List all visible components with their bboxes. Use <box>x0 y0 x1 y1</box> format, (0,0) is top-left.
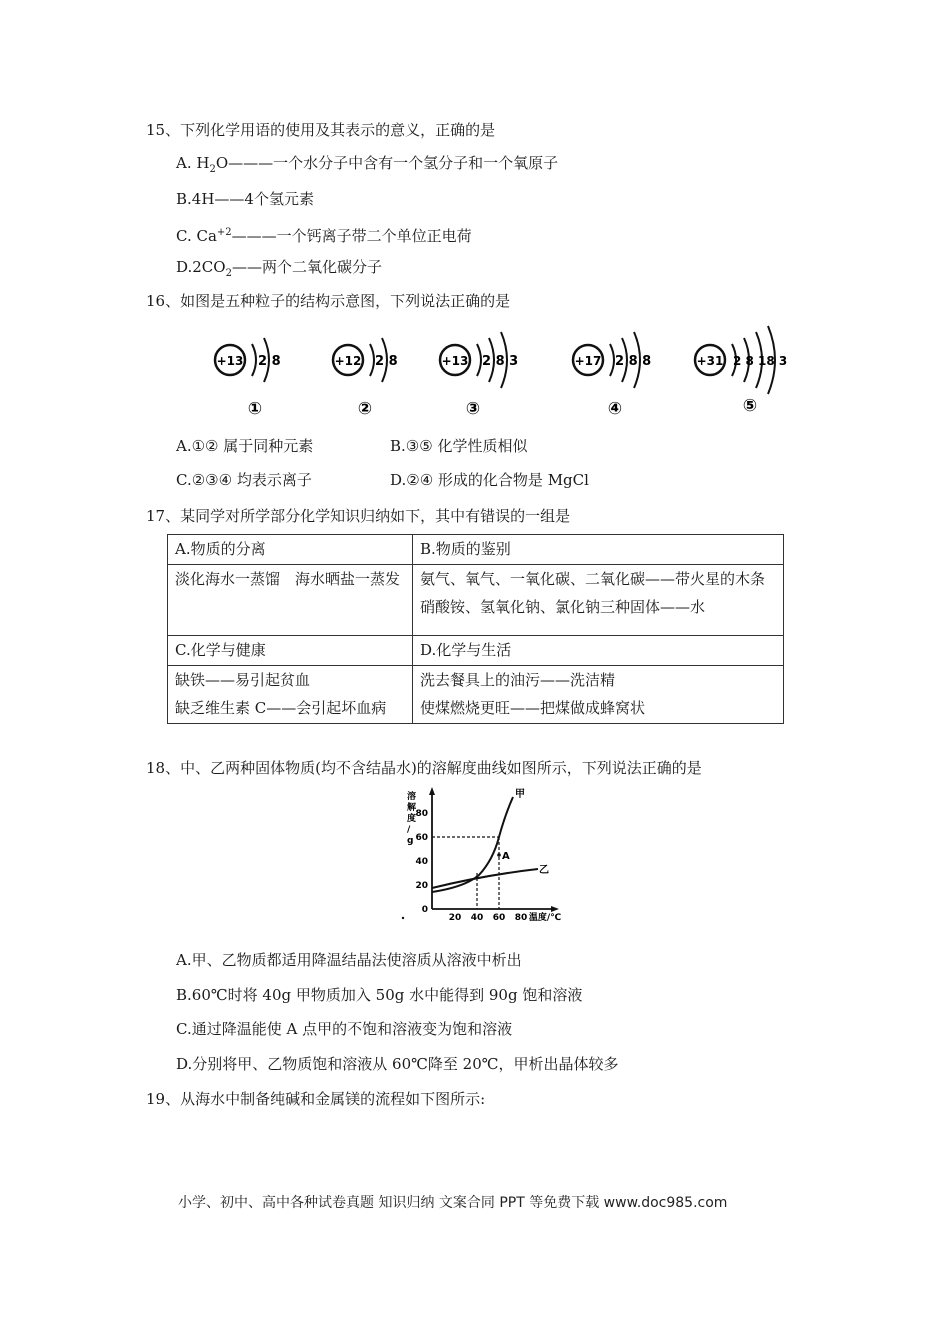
svg-text:①: ① <box>247 399 263 419</box>
q18-option-c: C.通过降温能使 A 点甲的不饱和溶液变为饱和溶液 <box>176 1020 513 1038</box>
svg-text:+12: +12 <box>334 354 362 368</box>
cell-c-header: C.化学与健康 <box>168 636 413 666</box>
q18-option-d: D.分别将甲、乙物质饱和溶液从 60℃降至 20℃，甲析出晶体较多 <box>176 1055 619 1073</box>
x-tick: 40 <box>470 913 484 923</box>
svg-text:2 8: 2 8 <box>258 354 281 369</box>
curve-yi-label: 乙 <box>539 865 549 876</box>
y-tick: 40 <box>415 857 428 867</box>
particle-1 <box>215 338 281 419</box>
y-axis-label: 溶解度/ g <box>407 792 417 846</box>
q18-option-b: B.60℃时将 40g 甲物质加入 50g 水中能得到 90g 饱和溶液 <box>176 986 583 1004</box>
q15-option-d: $D.2CO_2——$两个二氧化碳分子 <box>176 258 382 279</box>
cell-a-header: A.物质的分离 <box>168 535 413 565</box>
x-tick: 80 <box>514 913 528 923</box>
q16-option-b: B.③⑤ 化学性质相似 <box>390 437 528 455</box>
q15-stem: 15、下列化学用语的使用及其表示的意义，正确的是 <box>146 121 496 139</box>
table-row <box>168 636 784 666</box>
x-tick: 60 <box>492 913 506 923</box>
solubility-curve-graph <box>395 785 580 925</box>
y-tick: 0 <box>421 905 428 915</box>
q16-option-d: D.②④ 形成的化合物是 MgCl <box>390 471 589 489</box>
svg-text:2 8 18 3: 2 8 18 3 <box>733 354 788 368</box>
particle-4 <box>573 332 651 419</box>
cell-d-header: D.化学与生活 <box>413 636 784 666</box>
svg-text:2 8: 2 8 <box>375 354 398 369</box>
particle-structure-diagram <box>205 322 795 422</box>
svg-text:2 8 3: 2 8 3 <box>482 354 519 369</box>
cell-c-body: 缺铁——易引起贫血 缺乏维生素 C——会引起坏血病 <box>168 666 413 724</box>
curve-jia <box>432 797 513 892</box>
q16-option-a: A.①② 属于同种元素 <box>176 437 314 455</box>
svg-text:②: ② <box>357 399 373 419</box>
table-row <box>168 535 784 565</box>
y-tick: 80 <box>415 809 428 819</box>
q15-option-a: A. $H_2O———$一个水分子中含有一个氢分子和一个氧原子 <box>176 154 559 175</box>
q16-stem: 16、如图是五种粒子的结构示意图，下列说法正确的是 <box>146 292 511 310</box>
svg-text:+13: +13 <box>216 354 244 368</box>
curve-yi <box>432 869 538 888</box>
particle-2 <box>333 338 398 419</box>
cell-b-header: B.物质的鉴别 <box>413 535 784 565</box>
q17-stem: 17、某同学对所学部分化学知识归纳如下，其中有错误的一组是 <box>146 507 571 525</box>
table-row <box>168 565 784 636</box>
q18-option-a: A.甲、乙物质都适用降温结晶法使溶质从溶液中析出 <box>176 951 522 969</box>
cell-b-body: 氨气、氧气、一氧化碳、二氧化碳——带火星的木条 硝酸铵、氢氧化钠、氯化钠三种固体——水 <box>413 565 784 636</box>
y-tick: 60 <box>415 833 428 843</box>
x-tick: 20 <box>448 913 462 923</box>
q15-option-c: C. $Ca^{+2}———$一个钙离子带二个单位正电荷 <box>176 227 472 245</box>
table-row <box>168 666 784 724</box>
q18-stem: 18、中、乙两种固体物质(均不含结晶水)的溶解度曲线如图所示，下列说法正确的是 <box>146 759 702 777</box>
curve-jia-label: 甲 <box>515 789 525 800</box>
svg-text:③: ③ <box>465 399 481 419</box>
q16-option-c: C.②③④ 均表示离子 <box>176 471 312 489</box>
svg-text:+31: +31 <box>696 354 724 368</box>
particle-5 <box>695 326 787 416</box>
svg-text:④: ④ <box>607 399 623 419</box>
svg-text:⑤: ⑤ <box>742 396 758 416</box>
y-tick: 20 <box>415 881 428 891</box>
particle-3 <box>440 332 518 419</box>
page-footer: 小学、初中、高中各种试卷真题 知识归纳 文案合同 PPT 等免费下载 www.doc985.com <box>178 1195 728 1211</box>
svg-text:+17: +17 <box>574 354 602 368</box>
point-a-label: A <box>502 851 510 862</box>
cell-d-body: 洗去餐具上的油污——洗洁精 使煤燃烧更旺——把煤做成蜂窝状 <box>413 666 784 724</box>
x-axis-label: 温度/℃ <box>528 913 562 923</box>
q19-stem: 19、从海水中制备纯碱和金属镁的流程如下图所示: <box>146 1090 486 1108</box>
knowledge-summary-table <box>167 534 784 724</box>
cell-a-body: 淡化海水一蒸馏 海水晒盐一蒸发 <box>168 565 413 636</box>
svg-text:+13: +13 <box>441 354 469 368</box>
svg-text:2 8 8: 2 8 8 <box>615 354 652 369</box>
q15-option-b: B.4H——4个氢元素 <box>176 190 314 208</box>
